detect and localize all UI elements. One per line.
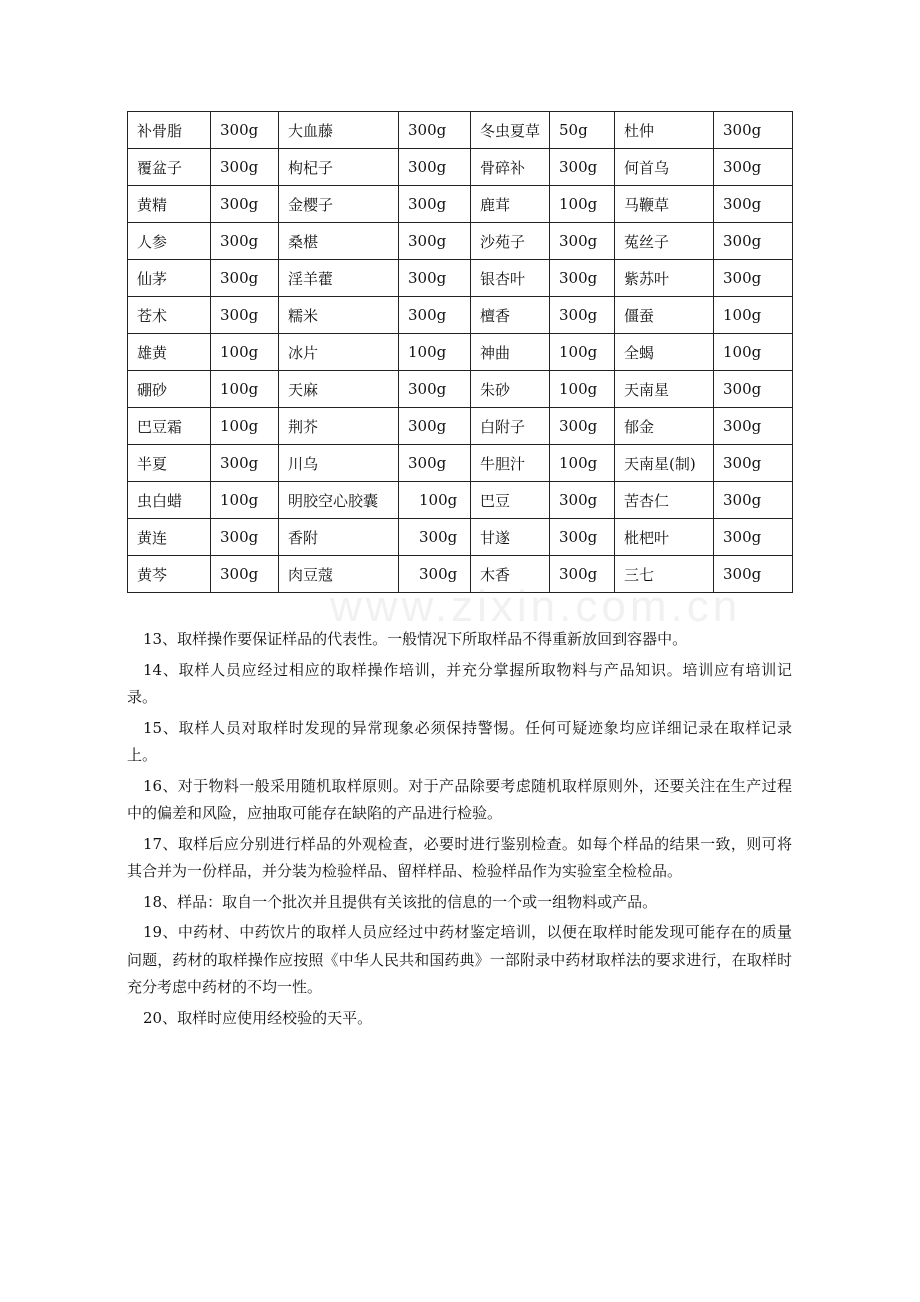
herb-quantity-cell: 300g bbox=[399, 408, 471, 445]
herb-quantity-cell: 300g bbox=[714, 408, 793, 445]
herb-name-cell: 天南星 bbox=[615, 371, 714, 408]
herb-quantity-cell: 300g bbox=[211, 186, 279, 223]
herb-name-cell: 神曲 bbox=[471, 334, 550, 371]
table-row bbox=[128, 149, 793, 186]
herb-quantity-cell: 100g bbox=[714, 334, 793, 371]
herb-name-cell: 补骨脂 bbox=[128, 112, 211, 149]
herb-quantity-cell: 300g bbox=[399, 519, 471, 556]
table-row bbox=[128, 445, 793, 482]
herb-quantity-cell: 300g bbox=[211, 297, 279, 334]
herb-name-cell: 香附 bbox=[279, 519, 399, 556]
table-row bbox=[128, 408, 793, 445]
herb-name-cell: 桑椹 bbox=[279, 223, 399, 260]
herb-name-cell: 沙苑子 bbox=[471, 223, 550, 260]
herb-name-cell: 鹿茸 bbox=[471, 186, 550, 223]
watermark: www.zixin.com.cn bbox=[330, 582, 742, 631]
herb-quantity-cell: 100g bbox=[550, 334, 615, 371]
herb-name-cell: 虫白蜡 bbox=[128, 482, 211, 519]
herb-quantity-cell: 300g bbox=[714, 223, 793, 260]
herb-name-cell: 黄芩 bbox=[128, 556, 211, 593]
herb-quantity-cell: 300g bbox=[550, 556, 615, 593]
herb-quantity-cell: 300g bbox=[714, 186, 793, 223]
herb-quantity-cell: 300g bbox=[714, 482, 793, 519]
herb-name-cell: 仙茅 bbox=[128, 260, 211, 297]
herb-quantity-cell: 300g bbox=[550, 408, 615, 445]
herb-quantity-cell: 300g bbox=[399, 260, 471, 297]
table-row bbox=[128, 186, 793, 223]
note-17: 17、取样后应分别进行样品的外观检查，必要时进行鉴别检查。如每个样品的结果一致，则可将其合并为一份样品，并分装为检验样品、留样样品、检验样品作为实验室全检检品。 bbox=[127, 834, 792, 880]
herb-quantity-cell: 300g bbox=[399, 186, 471, 223]
herb-name-cell: 甘遂 bbox=[471, 519, 550, 556]
herb-name-cell: 郁金 bbox=[615, 408, 714, 445]
table-row bbox=[128, 556, 793, 593]
herb-quantity-cell: 300g bbox=[211, 260, 279, 297]
herb-quantity-cell: 300g bbox=[550, 297, 615, 334]
herb-quantity-cell: 50g bbox=[550, 112, 615, 149]
herb-quantity-cell: 300g bbox=[211, 223, 279, 260]
herb-name-cell: 雄黄 bbox=[128, 334, 211, 371]
herb-quantity-cell: 100g bbox=[399, 334, 471, 371]
herb-quantity-cell: 300g bbox=[211, 556, 279, 593]
herb-quantity-cell: 100g bbox=[550, 445, 615, 482]
herb-name-cell: 杜仲 bbox=[615, 112, 714, 149]
note-15: 15、取样人员对取样时发现的异常现象必须保持警惕。任何可疑迹象均应详细记录在取样记录上。 bbox=[127, 718, 792, 764]
herb-quantity-cell: 100g bbox=[211, 408, 279, 445]
herb-name-cell: 白附子 bbox=[471, 408, 550, 445]
herb-quantity-cell: 300g bbox=[714, 112, 793, 149]
herb-quantity-cell: 300g bbox=[714, 519, 793, 556]
herb-name-cell: 糯米 bbox=[279, 297, 399, 334]
herb-name-cell: 马鞭草 bbox=[615, 186, 714, 223]
herb-name-cell: 檀香 bbox=[471, 297, 550, 334]
herb-name-cell: 川乌 bbox=[279, 445, 399, 482]
herb-quantity-cell: 300g bbox=[211, 112, 279, 149]
herb-name-cell: 黄连 bbox=[128, 519, 211, 556]
table-row bbox=[128, 519, 793, 556]
herb-quantity-cell: 300g bbox=[211, 149, 279, 186]
herb-name-cell: 天麻 bbox=[279, 371, 399, 408]
herb-quantity-cell: 300g bbox=[550, 149, 615, 186]
herb-name-cell: 荆芥 bbox=[279, 408, 399, 445]
herb-quantity-cell: 300g bbox=[714, 260, 793, 297]
table-row bbox=[128, 223, 793, 260]
herb-name-cell: 冰片 bbox=[279, 334, 399, 371]
herb-quantity-cell: 300g bbox=[399, 223, 471, 260]
herb-name-cell: 骨碎补 bbox=[471, 149, 550, 186]
herb-name-cell: 巴豆霜 bbox=[128, 408, 211, 445]
herb-name-cell: 紫苏叶 bbox=[615, 260, 714, 297]
herb-name-cell: 菟丝子 bbox=[615, 223, 714, 260]
table-row bbox=[128, 112, 793, 149]
herb-quantity-cell: 300g bbox=[399, 112, 471, 149]
herb-quantity-cell: 300g bbox=[211, 445, 279, 482]
herb-quantity-cell: 300g bbox=[714, 556, 793, 593]
herb-name-cell: 牛胆汁 bbox=[471, 445, 550, 482]
herb-name-cell: 金樱子 bbox=[279, 186, 399, 223]
herb-name-cell: 苍术 bbox=[128, 297, 211, 334]
herb-quantity-cell: 300g bbox=[211, 519, 279, 556]
herb-quantity-cell: 300g bbox=[399, 297, 471, 334]
herb-quantity-cell: 300g bbox=[399, 445, 471, 482]
herb-name-cell: 人参 bbox=[128, 223, 211, 260]
herb-quantity-cell: 300g bbox=[550, 260, 615, 297]
herb-quantity-table bbox=[127, 111, 793, 593]
herb-name-cell: 肉豆蔻 bbox=[279, 556, 399, 593]
herb-quantity-cell: 100g bbox=[211, 371, 279, 408]
note-20: 20、取样时应使用经校验的天平。 bbox=[143, 1008, 373, 1027]
herb-name-cell: 枇杷叶 bbox=[615, 519, 714, 556]
herb-name-cell: 全蝎 bbox=[615, 334, 714, 371]
herb-quantity-cell: 300g bbox=[714, 149, 793, 186]
herb-name-cell: 大血藤 bbox=[279, 112, 399, 149]
herb-name-cell: 银杏叶 bbox=[471, 260, 550, 297]
herb-name-cell: 覆盆子 bbox=[128, 149, 211, 186]
herb-name-cell: 何首乌 bbox=[615, 149, 714, 186]
herb-name-cell: 苦杏仁 bbox=[615, 482, 714, 519]
herb-quantity-cell: 300g bbox=[399, 371, 471, 408]
herb-quantity-cell: 100g bbox=[550, 186, 615, 223]
table-row bbox=[128, 482, 793, 519]
herb-quantity-cell: 300g bbox=[399, 556, 471, 593]
herb-name-cell: 硼砂 bbox=[128, 371, 211, 408]
herb-name-cell: 枸杞子 bbox=[279, 149, 399, 186]
herb-name-cell: 朱砂 bbox=[471, 371, 550, 408]
table-row bbox=[128, 297, 793, 334]
herb-name-cell: 木香 bbox=[471, 556, 550, 593]
note-14: 14、取样人员应经过相应的取样操作培训，并充分掌握所取物料与产品知识。培训应有培训记录。 bbox=[127, 660, 792, 706]
note-16: 16、对于物料一般采用随机取样原则。对于产品除要考虑随机取样原则外，还要关注在生产过程中的偏差和风险，应抽取可能存在缺陷的产品进行检验。 bbox=[127, 776, 792, 822]
note-19: 19、中药材、中药饮片的取样人员应经过中药材鉴定培训，以便在取样时能发现可能存在的质量问题，药材的取样操作应按照《中华人民共和国药典》一部附录中药材取样法的要求进行，在取样时充分考虑中药材的不均一性。 bbox=[127, 923, 792, 996]
herb-name-cell: 半夏 bbox=[128, 445, 211, 482]
herb-name-cell: 明胶空心胶囊 bbox=[279, 482, 399, 519]
herb-quantity-cell: 100g bbox=[211, 334, 279, 371]
note-18: 18、样品：取自一个批次并且提供有关该批的信息的一个或一组物料或产品。 bbox=[143, 892, 658, 911]
herb-name-cell: 僵蚕 bbox=[615, 297, 714, 334]
herb-quantity-cell: 100g bbox=[399, 482, 471, 519]
herb-quantity-cell: 100g bbox=[211, 482, 279, 519]
table-row bbox=[128, 260, 793, 297]
herb-name-cell: 巴豆 bbox=[471, 482, 550, 519]
herb-quantity-cell: 300g bbox=[714, 371, 793, 408]
herb-name-cell: 天南星(制) bbox=[615, 445, 714, 482]
table-body bbox=[128, 112, 793, 593]
sampling-notes bbox=[127, 626, 792, 1035]
herb-name-cell: 黄精 bbox=[128, 186, 211, 223]
herb-name-cell: 三七 bbox=[615, 556, 714, 593]
herb-quantity-cell: 300g bbox=[714, 445, 793, 482]
herb-quantity-cell: 300g bbox=[399, 149, 471, 186]
herb-quantity-cell: 100g bbox=[714, 297, 793, 334]
herb-quantity-cell: 300g bbox=[550, 223, 615, 260]
herb-name-cell: 淫羊藿 bbox=[279, 260, 399, 297]
table-row bbox=[128, 334, 793, 371]
herb-quantity-cell: 300g bbox=[550, 482, 615, 519]
note-13: 13、取样操作要保证样品的代表性。一般情况下所取样品不得重新放回到容器中。 bbox=[143, 630, 688, 648]
herb-quantity-cell: 300g bbox=[550, 519, 615, 556]
herb-name-cell: 冬虫夏草 bbox=[471, 112, 550, 149]
table-row bbox=[128, 371, 793, 408]
herb-quantity-cell: 100g bbox=[550, 371, 615, 408]
